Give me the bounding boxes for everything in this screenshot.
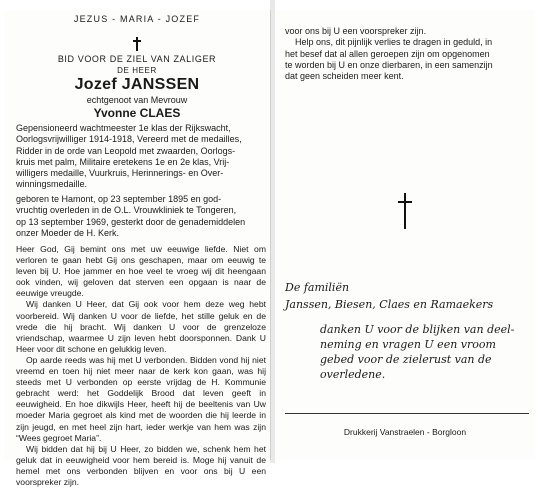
- family-intro: De familiën: [285, 281, 350, 294]
- cross-icon: [398, 193, 412, 229]
- birth-death-text: [16, 194, 266, 239]
- biography-line: Gepensioneerd wachtmeester 1e klas der Rijkswacht,: [16, 123, 231, 133]
- birth-death-line: onzer Moeder de H. Kerk.: [16, 227, 120, 238]
- thanks-line: gebed voor de zielerust van de: [320, 353, 492, 366]
- biography: [16, 123, 266, 191]
- left-panel: [4, 10, 271, 487]
- biography-line: Oorlogsvrijwilliger 1914-1918, Vereerd met de medailles,: [16, 134, 242, 145]
- closing-line: voor ons bij U een voorspreker zijn.: [285, 26, 427, 36]
- deceased-name: Jozef JANSSEN: [74, 76, 200, 93]
- thanks-line: neming en vragen U een vroom: [320, 338, 496, 351]
- birth-death-line: op 13 september 1969, gesterkt door de genademiddelen: [16, 216, 246, 227]
- prayer-paragraph: Op aarde reeds was hij met U verbonden. Bidden vond hij niet vreemd en toen hij niet meer naar de kerk kon gaan, was hij steeds met U verbonden op eerste vrijdag de H. Kommunie gebracht werd: het Goddelijk Brood dat leven geeft in eeuwigheid. En hoe dikwijls Heer, heeft hij de beeltenis van Uw moeder Maria gegroet als kind met de woorden die hij leerde in zijn jeugd, en met heel zijn hart, ieder werkje van hem was zijn “Wees gegroet Maria”.: [16, 354, 266, 443]
- thanks-line: overledene.: [320, 368, 386, 381]
- prayer-paragraph: Wij danken U Heer, dat Gij ook voor hem deze weg hebt voorbereid. Wij danken U voor de liefde, het stille geluk en de vrede die hij bracht. Wij danken U voor de grenzeloze vriendschap, waarmee U zijn leven hebt doorsponnen. Dank U Heer voor dit schone en gelukkig leven.: [16, 299, 266, 354]
- biography-line: kruis met palm, Militaire eretekens 1e en 2e klas, Vrij-: [16, 156, 230, 167]
- thanks-line: danken U voor de blijken van deel-: [320, 323, 515, 336]
- printer-credit: Drukkerij Vanstraelen - Borgloon: [343, 427, 467, 437]
- closing-line: te worden bij U en onze dierbaren, in een samenzijn: [285, 59, 493, 70]
- birth-death-line: vruchtig overleden in de O.L. Vrouwkliniek te Tongeren,: [16, 205, 237, 216]
- spouse-name: Yvonne CLAES: [93, 106, 181, 120]
- biography-line: willigers medaille, Vuurkruis, Herinnerings- en Over-: [16, 168, 224, 179]
- prayer-line: BID VOOR DE ZIEL VAN ZALIGER: [57, 54, 217, 64]
- closing-line: het besef dat al allen geroepen zijn om opgenomen: [285, 48, 490, 59]
- right-panel: [275, 10, 535, 460]
- birth-death-line: geboren te Hamont, op 23 september 1895 en god-: [16, 194, 222, 204]
- prayer-paragraph: Wij bidden dat hij bij U Heer, zo bidden we, schenk hem het geluk dat in eeuwigheid voor hem bereid is. Moge hij vanuit de hemel met ons verbonden blijven en voor ons bij U een voorspreker zijn.: [16, 443, 266, 487]
- closing-line: dat geen scheiden meer kent.: [285, 71, 404, 82]
- prayer-paragraph: Heer God, Gij bemint ons met uw eeuwige liefde. Niet om verloren te gaan hebt Gij ons geschapen, maar om eeuwig te leven bij U. Hoe jammer en hoe veel te vroeg wij dit heengaan ook vinden, wij geloven dat sterven een opgaan is naar de eeuwige vreugde.: [16, 244, 266, 299]
- spouse-intro: echtgenoot van Mevrouw: [86, 95, 188, 105]
- closing-line: Help ons, dit pijnlijk verlies te dragen in geduld, in: [295, 37, 493, 48]
- thanks-text: [320, 322, 514, 382]
- family-names: Janssen, Biesen, Claes en Ramaekers: [285, 298, 494, 311]
- biography-line: Ridder in de orde van Leopold met zwaarden, Oorlogs-: [16, 145, 236, 156]
- cross-icon: [132, 37, 142, 51]
- prayer-text: [16, 244, 266, 488]
- divider: [285, 413, 529, 414]
- invocation-text: JEZUS - MARIA - JOZEF: [73, 14, 201, 24]
- closing-prayer: [285, 26, 529, 82]
- de-heer-label: DE HEER: [117, 66, 157, 75]
- biography-line: winningsmedaille.: [16, 179, 88, 190]
